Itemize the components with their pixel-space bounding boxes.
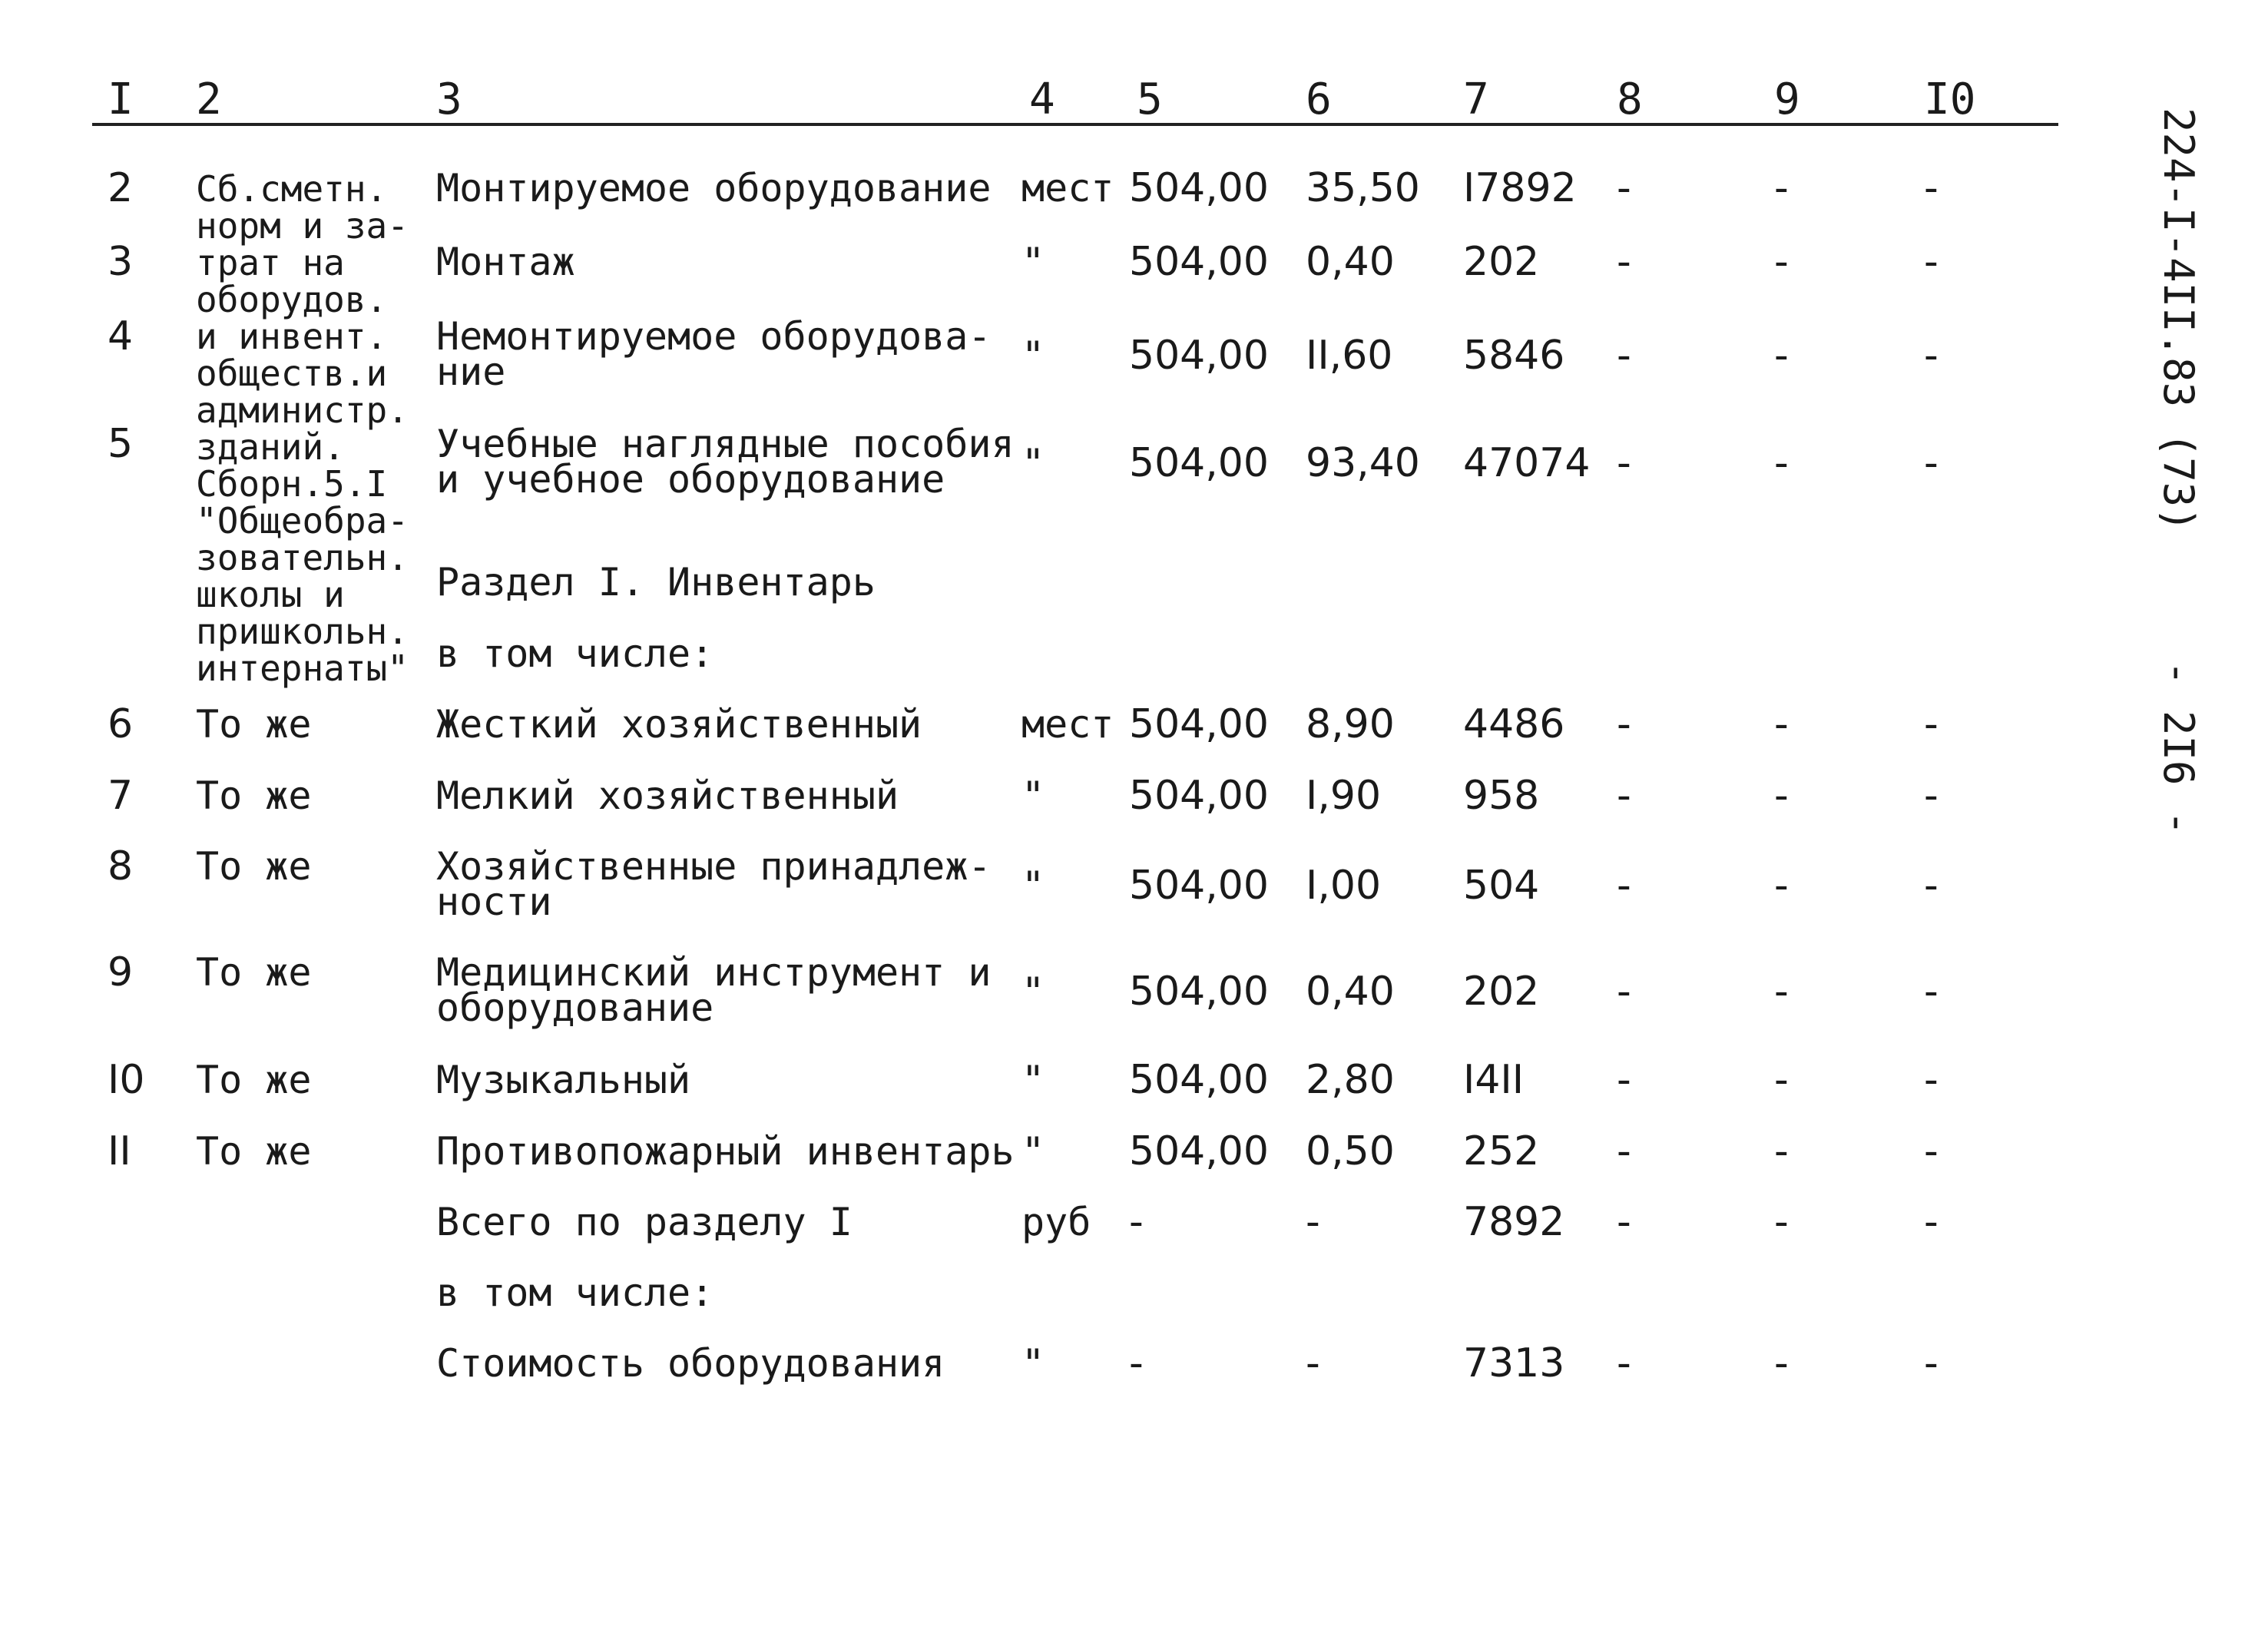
row-source: То же	[196, 950, 312, 995]
row-source: То же	[196, 1058, 312, 1102]
row-col10: -	[1924, 333, 1939, 379]
row-quantity: 504,00	[1129, 969, 1269, 1015]
row-col8: -	[1617, 1128, 1631, 1174]
row-number: 8	[108, 843, 134, 889]
row-sum: 202	[1463, 239, 1540, 285]
row-source: То же	[196, 702, 312, 747]
source-reference: Сб.сметн. норм и за- трат на оборудов. и инвент. обществ.и администр. зданий. Сборн.5.I "Общеобра- зовательн. школы и пришкольн. интернаты"	[196, 168, 409, 689]
row-col8: -	[1617, 1057, 1631, 1103]
row-col10: -	[1924, 701, 1939, 747]
header-col-4: 4	[1029, 75, 1055, 124]
row-unit: "	[1021, 441, 1045, 485]
header-col-9: 9	[1774, 75, 1800, 124]
row-name: Противопожарный инвентарь	[436, 1129, 1015, 1174]
row-number: 2	[108, 165, 134, 211]
row-col9: -	[1774, 333, 1789, 379]
row-sum: 7892	[1463, 1199, 1565, 1245]
row-col10: -	[1924, 239, 1939, 285]
row-price: 0,40	[1306, 239, 1395, 285]
row-price: -	[1306, 1340, 1320, 1386]
row-col9: -	[1774, 701, 1789, 747]
row-number: 5	[108, 421, 134, 467]
row-col9: -	[1774, 440, 1789, 486]
row-quantity: 504,00	[1129, 773, 1269, 819]
row-price: 93,40	[1306, 440, 1420, 486]
row-quantity: -	[1129, 1340, 1144, 1386]
row-number: II	[108, 1128, 131, 1174]
row-name: Стоимость оборудования	[436, 1341, 945, 1386]
row-price: 0,50	[1306, 1128, 1395, 1174]
page-number: - 2I6 -	[2154, 661, 2203, 836]
row-unit: "	[1021, 333, 1045, 378]
row-name: Мелкий хозяйственный	[436, 773, 899, 818]
row-unit: "	[1021, 773, 1045, 818]
row-unit: "	[1021, 1341, 1045, 1386]
row-source: То же	[196, 773, 312, 818]
row-number: 3	[108, 239, 134, 285]
row-price: 35,50	[1306, 165, 1420, 211]
row-sum: I7892	[1463, 165, 1577, 211]
row-col10: -	[1924, 1340, 1939, 1386]
row-col8: -	[1617, 1340, 1631, 1386]
row-col9: -	[1774, 239, 1789, 285]
row-sum: 504	[1463, 863, 1540, 909]
row-unit: руб	[1021, 1200, 1091, 1244]
row-col8: -	[1617, 333, 1631, 379]
row-source: То же	[196, 844, 312, 889]
row-price: 8,90	[1306, 701, 1395, 747]
row-col9: -	[1774, 863, 1789, 909]
row-sum: 252	[1463, 1128, 1540, 1174]
row-quantity: 504,00	[1129, 701, 1269, 747]
row-col8: -	[1617, 1199, 1631, 1245]
row-col8: -	[1617, 165, 1631, 211]
row-number: 6	[108, 701, 134, 747]
row-quantity: 504,00	[1129, 165, 1269, 211]
row-col10: -	[1924, 863, 1939, 909]
row-price: 0,40	[1306, 969, 1395, 1015]
row-source: То же	[196, 1129, 312, 1174]
row-price: -	[1306, 1199, 1320, 1245]
row-col10: -	[1924, 1057, 1939, 1103]
row-number: 4	[108, 313, 134, 359]
row-sum: 4486	[1463, 701, 1565, 747]
row-quantity: 504,00	[1129, 863, 1269, 909]
row-col9: -	[1774, 773, 1789, 819]
row-name: в том числе:	[436, 631, 714, 676]
row-name: Немонтируемое оборудова- ние	[436, 314, 992, 394]
row-unit: "	[1021, 240, 1045, 284]
row-number: I0	[108, 1057, 145, 1103]
row-price: II,60	[1306, 333, 1393, 379]
row-name: Монтаж	[436, 240, 575, 284]
row-col9: -	[1774, 969, 1789, 1015]
row-sum: I4II	[1463, 1057, 1525, 1103]
header-col-1: I	[108, 75, 134, 124]
row-number: 7	[108, 773, 134, 819]
row-quantity: 504,00	[1129, 333, 1269, 379]
row-price: 2,80	[1306, 1057, 1395, 1103]
row-name: Учебные наглядные пособия и учебное оборудование	[436, 422, 1015, 502]
header-col-7: 7	[1463, 75, 1489, 124]
row-col9: -	[1774, 1128, 1789, 1174]
row-unit: "	[1021, 969, 1045, 1014]
row-unit: мест	[1021, 702, 1114, 747]
row-col8: -	[1617, 773, 1631, 819]
document-code: 224-I-4II.83 (73)	[2154, 108, 2203, 532]
header-col-2: 2	[196, 75, 222, 124]
row-col9: -	[1774, 1057, 1789, 1103]
row-name: Музыкальный	[436, 1058, 691, 1102]
row-col8: -	[1617, 239, 1631, 285]
row-name: Жесткий хозяйственный	[436, 702, 922, 747]
row-quantity: 504,00	[1129, 239, 1269, 285]
row-sum: 5846	[1463, 333, 1565, 379]
row-quantity: 504,00	[1129, 1057, 1269, 1103]
row-col10: -	[1924, 773, 1939, 819]
row-sum: 958	[1463, 773, 1540, 819]
row-col10: -	[1924, 440, 1939, 486]
row-col10: -	[1924, 1199, 1939, 1245]
row-col9: -	[1774, 1340, 1789, 1386]
row-name: Всего по разделу I	[436, 1200, 853, 1244]
row-quantity: -	[1129, 1199, 1144, 1245]
header-rule	[92, 123, 2058, 126]
row-number: 9	[108, 949, 134, 995]
row-name: Монтируемое оборудование	[436, 166, 992, 210]
row-name: Медицинский инструмент и оборудование	[436, 950, 992, 1030]
row-sum: 7313	[1463, 1340, 1565, 1386]
row-name: Раздел I. Инвентарь	[436, 560, 876, 605]
row-price: I,00	[1306, 863, 1382, 909]
row-col8: -	[1617, 701, 1631, 747]
row-sum: 202	[1463, 969, 1540, 1015]
row-name: Хозяйственные принадлеж- ности	[436, 844, 992, 924]
row-col10: -	[1924, 1128, 1939, 1174]
row-unit: "	[1021, 1129, 1045, 1174]
row-price: I,90	[1306, 773, 1382, 819]
row-col10: -	[1924, 969, 1939, 1015]
header-col-8: 8	[1617, 75, 1643, 124]
row-unit: "	[1021, 1058, 1045, 1102]
row-name: в том числе:	[436, 1270, 714, 1315]
row-unit: "	[1021, 863, 1045, 908]
row-col10: -	[1924, 165, 1939, 211]
row-quantity: 504,00	[1129, 440, 1269, 486]
row-quantity: 504,00	[1129, 1128, 1269, 1174]
row-col9: -	[1774, 165, 1789, 211]
row-col8: -	[1617, 440, 1631, 486]
header-col-3: 3	[436, 75, 462, 124]
row-col8: -	[1617, 969, 1631, 1015]
row-sum: 47074	[1463, 440, 1591, 486]
row-col9: -	[1774, 1199, 1789, 1245]
header-col-5: 5	[1137, 75, 1163, 124]
row-col8: -	[1617, 863, 1631, 909]
header-col-6: 6	[1306, 75, 1332, 124]
row-unit: мест	[1021, 166, 1114, 210]
header-col-10: I0	[1924, 75, 1976, 124]
